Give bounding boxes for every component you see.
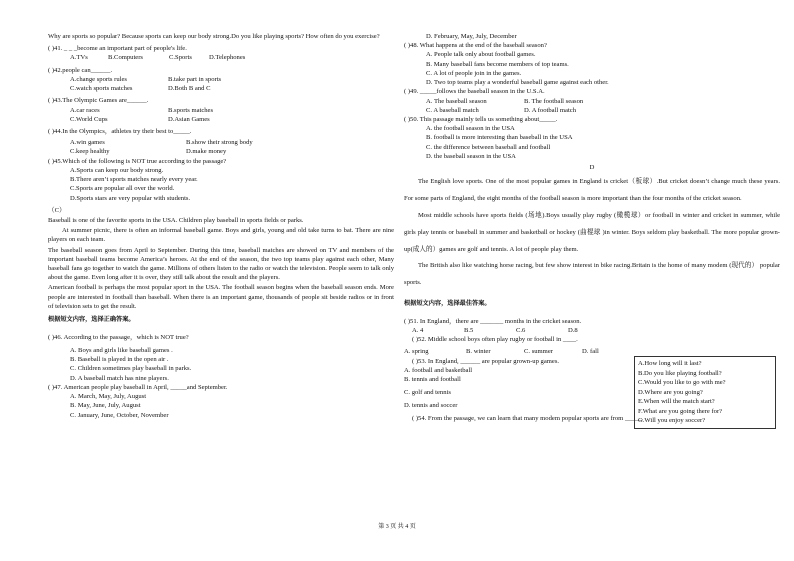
options-44b xyxy=(48,147,394,156)
option: C. the difference between baseball and football xyxy=(426,143,551,151)
passage-d-paragraph: The British also like watching horse racing, but few show interest in bike racing.Britain is the home of many modem (现代的） popular sports. xyxy=(404,262,780,287)
option: C. January, June, October, November xyxy=(70,411,169,419)
answer-box xyxy=(634,356,776,429)
option: A. March, May, July, August xyxy=(70,393,147,401)
instruction-heading-d: 根据短文内容，选择最佳答案。 xyxy=(404,299,491,307)
option: C. Children sometimes play baseball in parks. xyxy=(70,365,192,373)
option: A. the football season in the USA xyxy=(426,125,515,133)
option: D. Two top teams play a wonderful baseball game against each other. xyxy=(426,79,609,87)
questions-51-53 xyxy=(404,317,630,411)
option: D. A baseball match has nine players. xyxy=(70,374,169,382)
option: C. A baseball match xyxy=(426,106,479,114)
option: D.Sports stars are very popular with students. xyxy=(70,194,191,202)
option: D. tennis and soccer xyxy=(404,402,458,410)
passage-c-paragraph: American football is perhaps the most popular sport in the USA. The football season begins when the baseball season ends. More people are interested in football than baseball. When there is an important game, thousands of people sit beside radios or in front of television sets to get the result. xyxy=(48,284,394,310)
box-item: B.Do you like playing football? xyxy=(638,369,722,377)
option: D. February, May, July, December xyxy=(426,33,517,40)
option: B.5 xyxy=(464,326,474,334)
option: D. A football match xyxy=(524,106,577,114)
option: B.take part in sports xyxy=(168,75,222,83)
option: B. winter xyxy=(466,348,491,356)
box-item: G.Will you enjoy soccer? xyxy=(638,417,706,425)
box-item: C.Would you like to go with me? xyxy=(638,379,726,387)
page-footer: 第 3 页 共 4 页 xyxy=(378,524,416,530)
option: A.change sports rules xyxy=(70,75,127,83)
option: A. spring xyxy=(404,348,429,356)
option: A. The baseball season xyxy=(426,97,487,105)
question-41: ( )41. _ _ _become an important part of people's life. xyxy=(48,45,187,53)
option: C. golf and tennis xyxy=(404,389,451,397)
options-43b xyxy=(48,115,394,124)
option: B.Computers xyxy=(108,54,143,62)
intro-text: Why are sports so popular? Because sports can keep our body strong.Do you like playing sports? How often do you exercise? xyxy=(48,33,380,40)
options-51 xyxy=(404,326,630,335)
question-49: ( )49. _____follows the baseball season in the U.S.A. xyxy=(404,88,545,96)
passage-c-paragraph: Baseball is one of the favorite sports in the USA. Children play baseball in sports fields or parks. xyxy=(48,216,304,224)
question-52: ( )52. Middle school boys often play rugby or football in ____. xyxy=(412,336,578,344)
option: B.sports matches xyxy=(168,106,214,114)
option: B. The football season xyxy=(524,97,584,105)
option: C.keep healthy xyxy=(70,148,110,156)
options-41 xyxy=(48,53,394,62)
question-53: ( )53. In England, ______ are popular grown-up games. xyxy=(412,357,560,365)
options-43a xyxy=(48,106,394,115)
section-c-label: （C） xyxy=(48,206,66,214)
question-42: ( )42.people can______. xyxy=(48,66,113,74)
left-column xyxy=(48,32,394,420)
option: C.Sports xyxy=(169,54,192,62)
option: B. Many baseball fans become members of top teams. xyxy=(426,60,569,68)
question-47: ( )47. American people play baseball in April, _____and September. xyxy=(48,383,228,391)
options-52 xyxy=(404,347,630,356)
question-50: ( )50. This passage mainly tells us something about_____. xyxy=(404,115,558,123)
option: D.Asian Games xyxy=(168,115,210,123)
option: A. Boys and girls like baseball games . xyxy=(70,347,173,355)
question-46: ( )46. According to the passage，which is NOT true? xyxy=(48,333,189,341)
option: B.There aren’t sports matches nearly every year. xyxy=(70,176,198,184)
option: B. Baseball is played in the open air . xyxy=(70,356,169,364)
options-44a xyxy=(48,138,394,147)
question-54: ( )54. From the passage, we can learn that many modem popular sports are from _____. xyxy=(412,414,644,422)
option: D. the baseball season in the USA xyxy=(426,152,516,160)
question-51: ( )51. In England，there are _______ months in the cricket season. xyxy=(404,317,582,325)
options-42a xyxy=(48,75,394,84)
option: C.watch sports matches xyxy=(70,85,133,93)
passage-d-paragraph: Most middle schools have sports fields (场地).Boys usually play rugby (橄榄球）or football in winter and cricket in summer, while girls play tennis or baseball in summer and basketball or hockey (曲棍球 )in winter. Boys seldom play basketball. The more popular grown-up(成人的）games are golf and tennis. A lot of people play them. xyxy=(404,211,780,253)
box-item: A.How long will it last? xyxy=(638,360,702,367)
passage-d-paragraph: The English love sports. One of the most popular games in England is cricket（板球）.But cricket doesn’t change much these years. For some parts of England, the eight months of the football season is more important than the four months of the cricket season. xyxy=(404,178,780,203)
option: B.show their strong body xyxy=(186,139,253,147)
option: A.win games xyxy=(70,139,105,147)
option: C.Sports are popular all over the world. xyxy=(70,185,175,193)
option: C.World Cups xyxy=(70,115,108,123)
option: D.make money xyxy=(186,148,227,156)
option: C. summer xyxy=(524,348,553,356)
option: D. fall xyxy=(582,348,599,356)
options-42b xyxy=(48,84,394,93)
option: A.Sports can keep our body strong. xyxy=(70,166,164,174)
option: A. football and basketball xyxy=(404,366,473,374)
question-43: ( )43.The Olympic Games are______. xyxy=(48,97,149,105)
option: A.TVs xyxy=(70,54,88,62)
option: D.Telephones xyxy=(209,54,246,62)
options-49b xyxy=(404,106,780,115)
section-d-label: D xyxy=(589,164,595,172)
passage-c-paragraph: The baseball season goes from April to September. During this time, baseball matches are showed on TV and members of the important baseball teams become America’s heroes. At the end of the season, the two top teams play against each other, Many baseball fans go together to watch the game. Millions of others listen to the radio or watch the television. People seem to talk only about the game. Even long after it is over, they still talk about the result and the players. xyxy=(48,246,394,282)
box-item: D.Where are you going? xyxy=(638,388,703,396)
option: C. A lot of people join in the games. xyxy=(426,69,522,77)
passage-c-paragraph: At summer picnic, there is often an informal baseball game. Boys and girls, young and old take turns to bat. There are nine players on each team. xyxy=(48,227,394,244)
question-45: ( )45.Which of the following is NOT true according to the passage? xyxy=(48,157,227,165)
question-44: ( )44.In the Olympics，athletes try their best to_____. xyxy=(48,127,192,135)
box-item: E.When will the match start? xyxy=(638,398,715,406)
option: C.6 xyxy=(516,326,526,334)
option: D.Both B and C xyxy=(168,85,211,93)
option: B. tennis and football xyxy=(404,375,461,383)
option: A. People talk only about football games. xyxy=(426,51,536,59)
option: B. May, June, July, August xyxy=(70,402,141,410)
question-48: ( )48. What happens at the end of the baseball season? xyxy=(404,42,547,50)
option: A.car races xyxy=(70,106,100,114)
option: D.8 xyxy=(568,326,578,334)
option: B. football is more interesting than baseball in the USA xyxy=(426,134,573,142)
box-item: F.What are you going there for? xyxy=(638,407,723,415)
instruction-heading: 根据短文内容，选择正确答案。 xyxy=(48,316,135,324)
options-49a xyxy=(404,97,780,106)
option: A. 4 xyxy=(412,326,424,334)
